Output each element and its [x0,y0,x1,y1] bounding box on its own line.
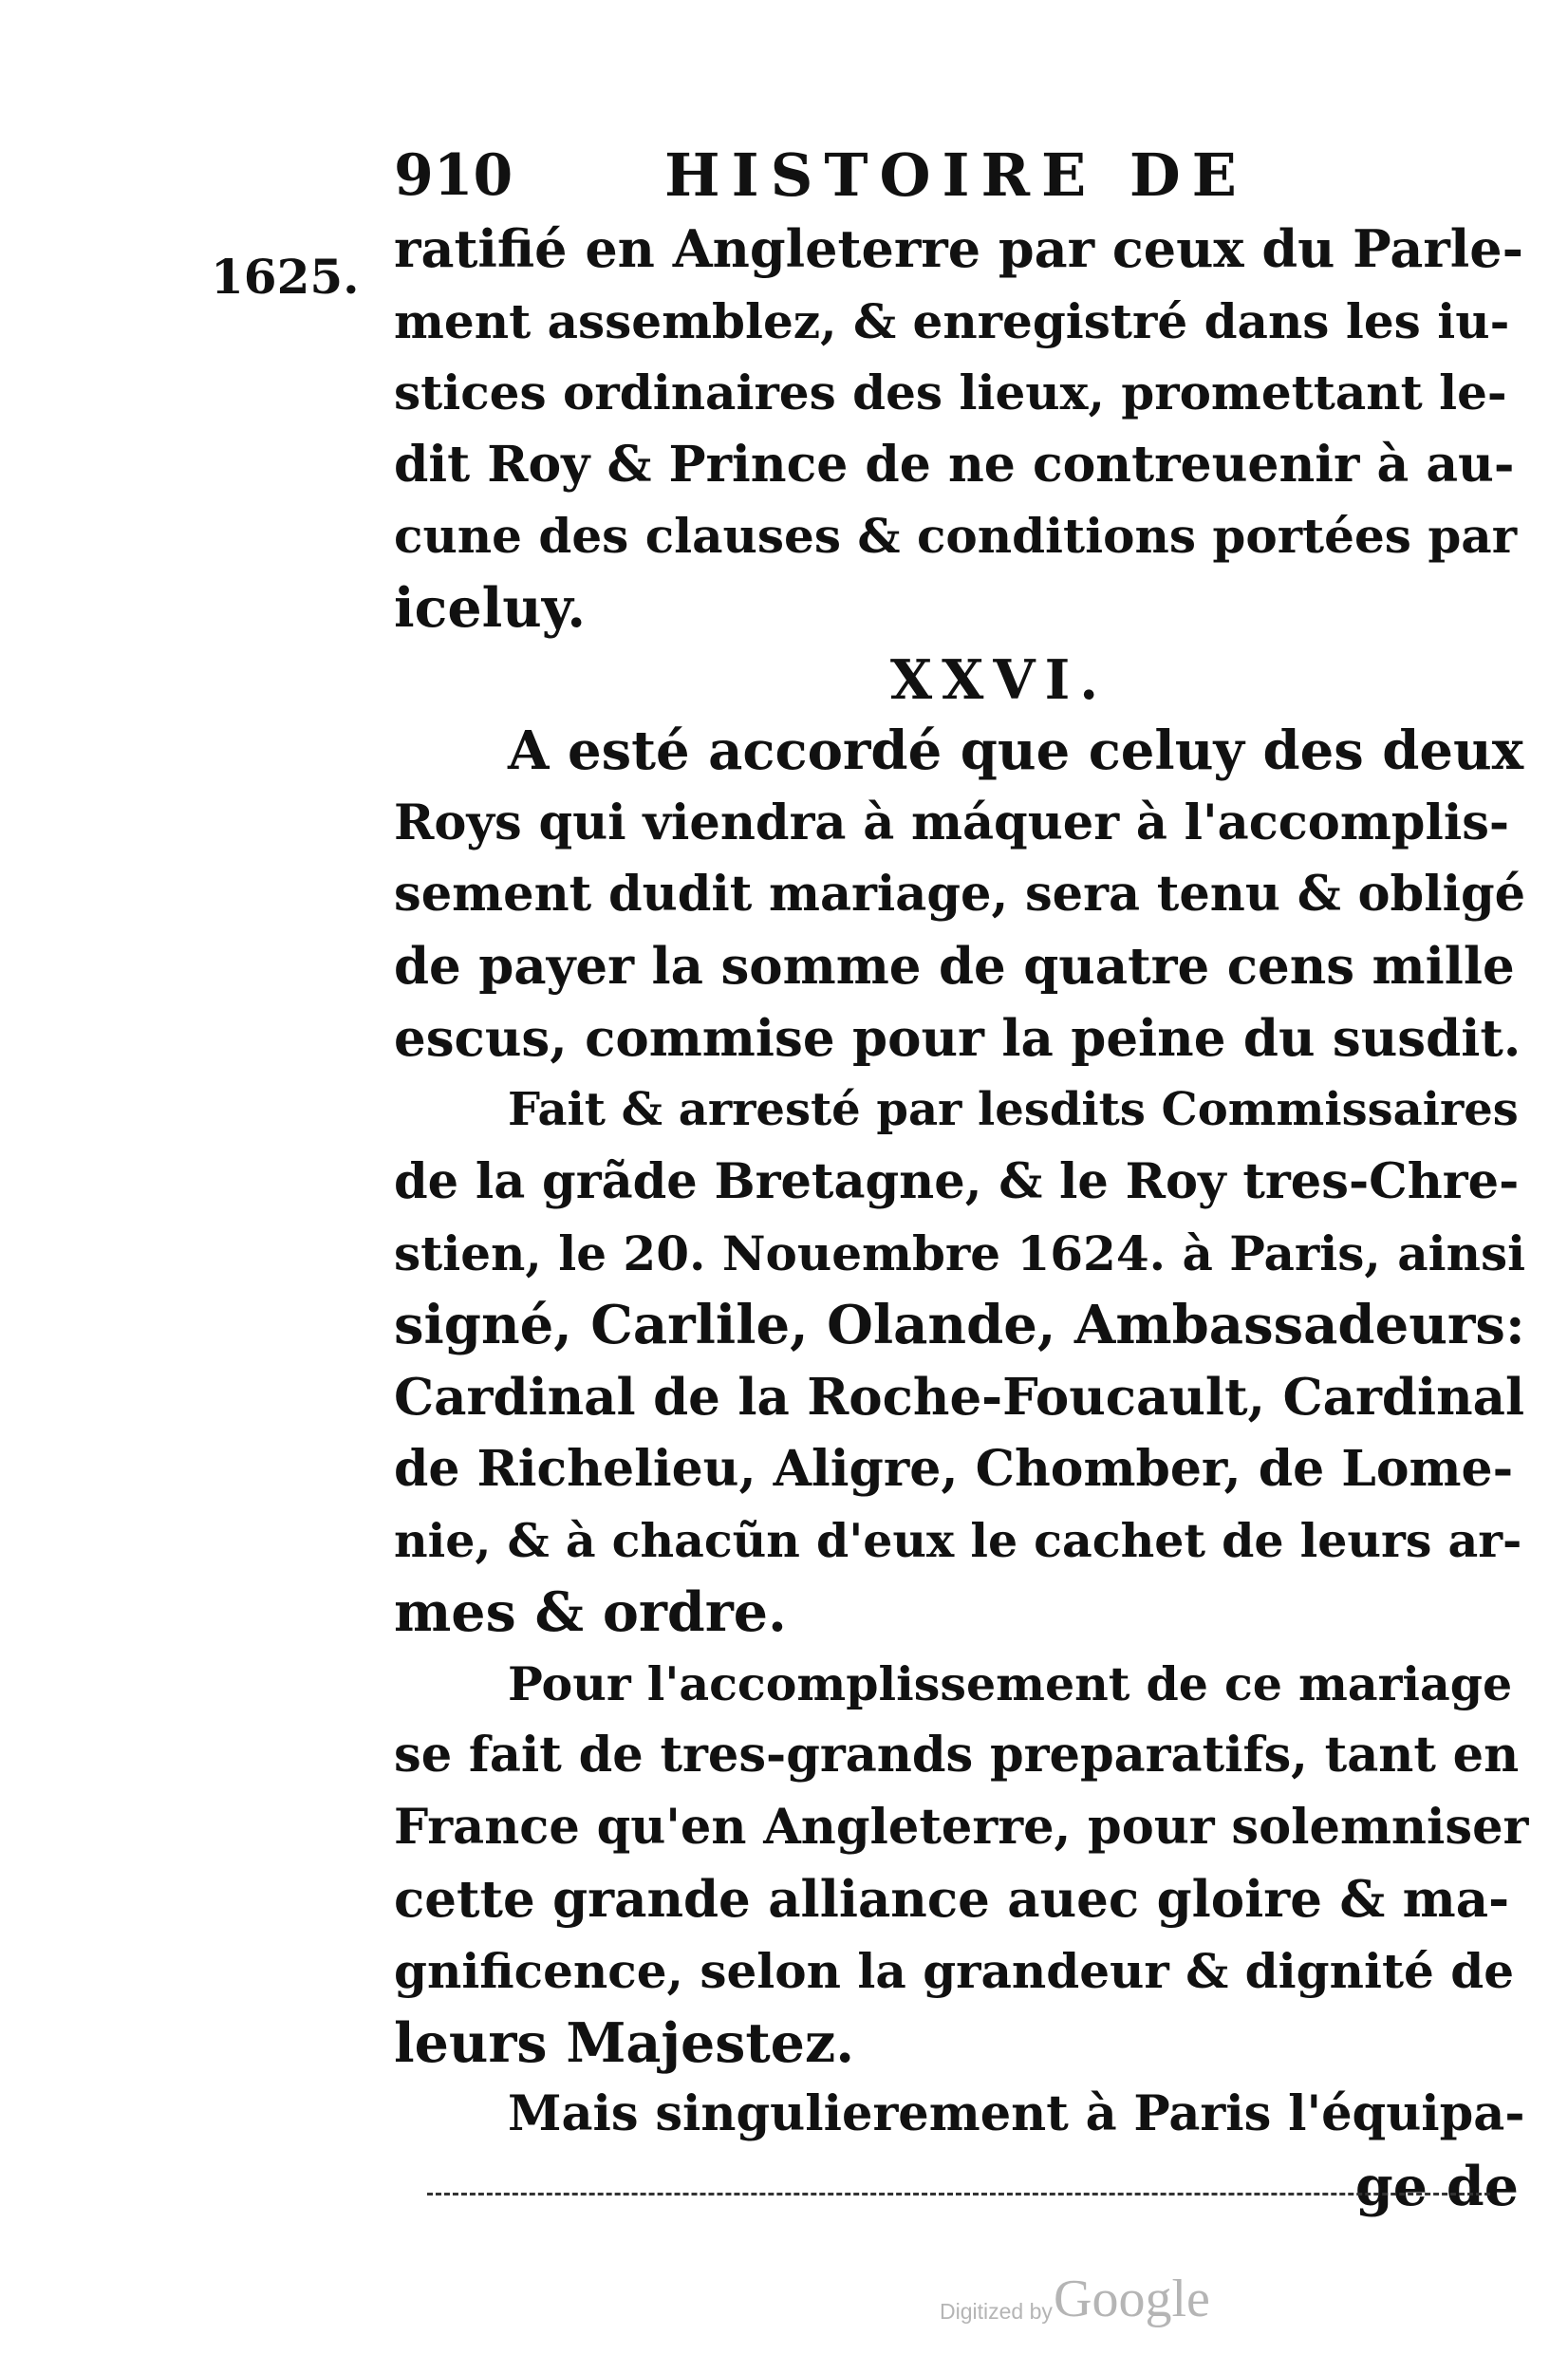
text-line: se fait de tres-grands preparatifs, tant en [394,1727,1520,1784]
page-number: 910 [394,142,513,209]
text-line: leurs Majestez. [394,2010,855,2075]
body-text [394,214,1528,2223]
text-line: A esté accordé que celuy des deux [508,719,1524,783]
text-line: sement dudit mariage, sera tenu & obligé [394,866,1526,924]
catchword: ge de [1354,2155,1519,2219]
text-line: ment assemblez, & enregistré dans les iu- [394,292,1510,349]
text-line: Roys qui viendra à máquer à l'accomplis- [394,794,1510,851]
margin-year-note: 1625. [211,249,360,305]
watermark-logo: Google [1054,2270,1210,2328]
text-line: gnificence, selon la grandeur & dignité de [394,1943,1515,2000]
text-line: stices ordinaires des lieux, promettant le- [394,364,1507,421]
text-line: cette grande alliance auec gloire & ma- [394,1869,1510,1929]
section-heading: XXVI. [889,647,1109,712]
text-line: Cardinal de la Roche-Foucault, Cardinal [394,1367,1525,1427]
text-line: signé, Carlile, Olande, Ambassadeurs: [394,1293,1525,1356]
digitization-watermark [940,2269,1319,2335]
page-header [394,133,1343,218]
text-line: France qu'en Angleterre, pour solemniser [394,1799,1529,1857]
text-line: mes & ordre. [394,1580,787,1645]
text-line: ratifié en Angleterre par ceux du Parle- [394,218,1524,279]
text-line: nie, & à chacũn d'eux le cachet de leurs ar- [394,1512,1522,1568]
text-line: iceluy. [394,575,587,640]
text-line: cune des clauses & conditions portées par [394,508,1518,565]
running-title: HISTOIRE DE [664,140,1248,210]
text-line: dit Roy & Prince de ne contreuenir à au- [394,435,1515,494]
text-line: Pour l'accomplissement de ce mariage [508,1655,1513,1711]
text-line: stien, le 20. Nouembre 1624. à Paris, ainsi [394,1225,1526,1282]
watermark-prefix: Digitized by [940,2299,1053,2324]
text-line: escus, commise pour la peine du susdit. [394,1008,1521,1068]
text-line: de payer la somme de quatre cens mille [394,936,1515,996]
text-line: de Richelieu, Aligre, Chomber, de Lome- [394,1440,1514,1499]
text-line: Fait & arresté par lesdits Commissaires [508,1083,1519,1137]
footer-rule [427,2193,1490,2195]
text-line: Mais singulierement à Paris l'équipa- [508,2085,1525,2143]
text-line: de la grãde Bretagne, & le Roy tres-Chre- [394,1152,1520,1210]
